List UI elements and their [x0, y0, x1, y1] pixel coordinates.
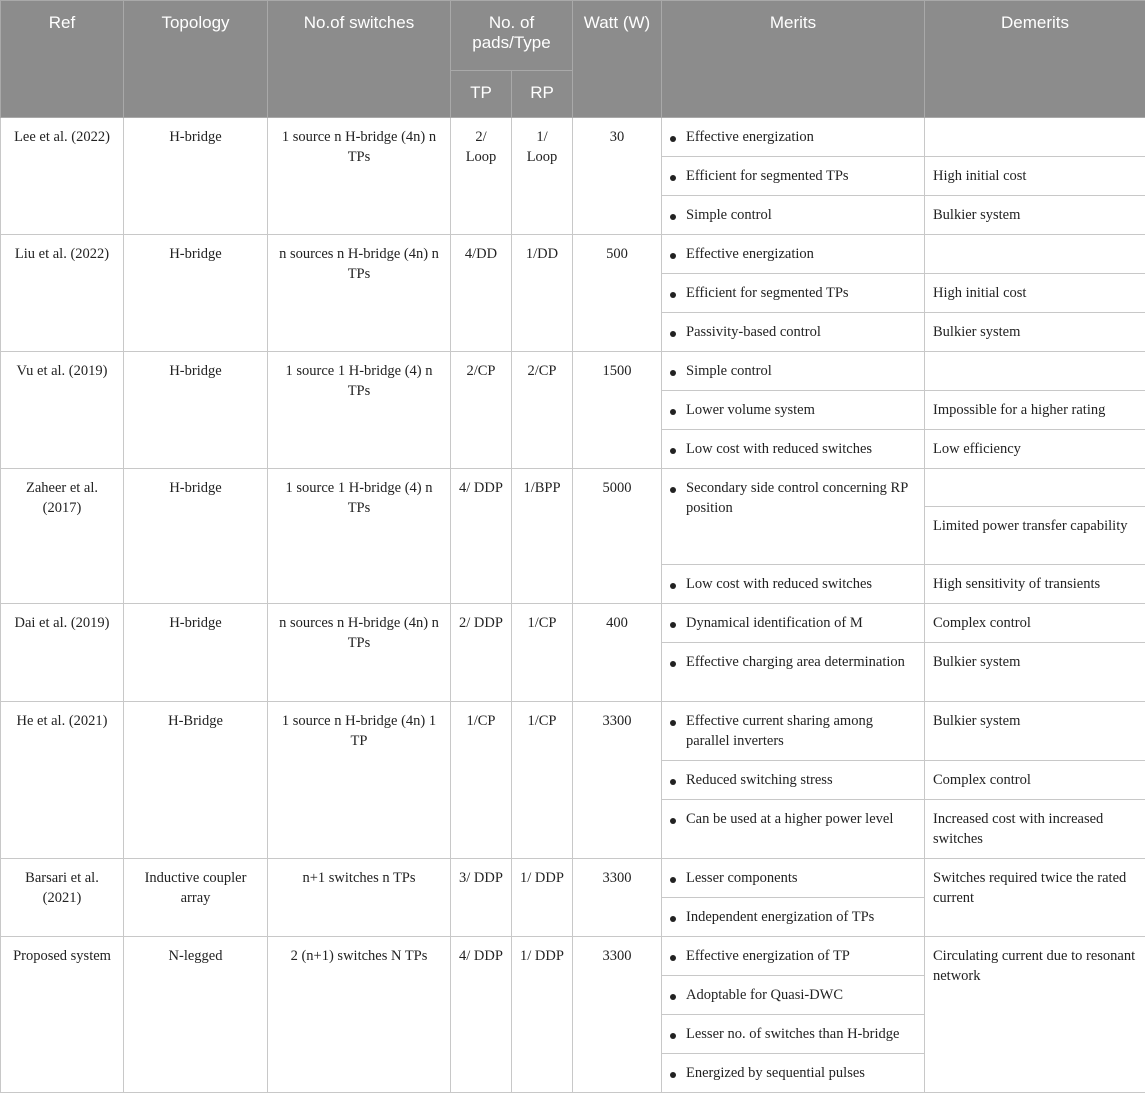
bullet-icon	[670, 214, 676, 220]
table-row	[1, 118, 1145, 157]
cell-merit	[662, 157, 925, 196]
merit-text: Lesser components	[686, 868, 798, 888]
cell-demerit: Bulkier system	[925, 702, 1145, 761]
header-pads: No. of pads/Type	[451, 1, 573, 71]
header-watt: Watt (W)	[573, 1, 662, 118]
cell-ref: He et al. (2021)	[1, 702, 124, 859]
cell-tp: 3/ DDP	[451, 859, 512, 937]
bullet-icon	[670, 661, 676, 667]
header-tp: TP	[451, 71, 512, 118]
cell-ref: Dai et al. (2019)	[1, 604, 124, 702]
merit-item	[670, 439, 916, 459]
cell-ref: Vu et al. (2019)	[1, 352, 124, 469]
cell-merit	[662, 1054, 925, 1093]
cell-topology: H-bridge	[124, 118, 268, 235]
cell-switches: 1 source n H-bridge (4n) 1 TP	[268, 702, 451, 859]
cell-rp: 1/ DDP	[512, 859, 573, 937]
cell-watt: 3300	[573, 937, 662, 1093]
merit-text: Dynamical identification of M	[686, 613, 863, 633]
bullet-icon	[670, 292, 676, 298]
merit-item	[670, 322, 916, 342]
cell-tp: 1/CP	[451, 702, 512, 859]
cell-rp: 1/CP	[512, 702, 573, 859]
merit-item	[670, 478, 916, 518]
table-row	[1, 859, 1145, 898]
cell-merit	[662, 800, 925, 859]
cell-watt: 5000	[573, 469, 662, 604]
merit-item	[670, 244, 916, 264]
table-header	[1, 1, 1145, 118]
cell-demerit: Circulating current due to resonant network	[925, 937, 1145, 1093]
cell-topology: H-bridge	[124, 352, 268, 469]
merit-text: Lower volume system	[686, 400, 815, 420]
cell-merit	[662, 859, 925, 898]
merit-item	[670, 946, 916, 966]
merit-text: Lesser no. of switches than H-bridge	[686, 1024, 899, 1044]
cell-merit	[662, 352, 925, 391]
cell-merit	[662, 235, 925, 274]
bullet-icon	[670, 622, 676, 628]
cell-tp: 4/ DDP	[451, 937, 512, 1093]
bullet-icon	[670, 136, 676, 142]
cell-watt: 500	[573, 235, 662, 352]
cell-rp: 1/ DDP	[512, 937, 573, 1093]
bullet-icon	[670, 955, 676, 961]
cell-demerit: Complex control	[925, 761, 1145, 800]
cell-merit	[662, 313, 925, 352]
cell-merit	[662, 565, 925, 604]
merit-text: Effective energization of TP	[686, 946, 850, 966]
cell-rp: 2/CP	[512, 352, 573, 469]
merit-item	[670, 1024, 916, 1044]
merit-item	[670, 809, 916, 829]
bullet-icon	[670, 818, 676, 824]
merit-item	[670, 711, 916, 751]
merit-text: Independent energization of TPs	[686, 907, 874, 927]
cell-switches: n sources n H-bridge (4n) n TPs	[268, 604, 451, 702]
cell-merit	[662, 898, 925, 937]
merit-item	[670, 652, 916, 672]
merit-text: Efficient for segmented TPs	[686, 283, 849, 303]
cell-demerit: Switches required twice the rated current	[925, 859, 1145, 937]
merit-text: Adoptable for Quasi-DWC	[686, 985, 843, 1005]
cell-tp: 4/ DDP	[451, 469, 512, 604]
bullet-icon	[670, 487, 676, 493]
cell-merit	[662, 761, 925, 800]
merit-item	[670, 1063, 916, 1083]
table-body	[1, 118, 1145, 1093]
cell-switches: 1 source n H-bridge (4n) n TPs	[268, 118, 451, 235]
merit-item	[670, 361, 916, 381]
merit-text: Reduced switching stress	[686, 770, 833, 790]
cell-watt: 30	[573, 118, 662, 235]
bullet-icon	[670, 583, 676, 589]
merit-text: Effective charging area determination	[686, 652, 905, 672]
cell-merit	[662, 976, 925, 1015]
bullet-icon	[670, 175, 676, 181]
cell-watt: 1500	[573, 352, 662, 469]
cell-ref: Liu et al. (2022)	[1, 235, 124, 352]
cell-switches: n+1 switches n TPs	[268, 859, 451, 937]
cell-demerit: High initial cost	[925, 274, 1145, 313]
cell-demerit	[925, 235, 1145, 274]
cell-demerit: High sensitivity of transients	[925, 565, 1145, 604]
table-row	[1, 469, 1145, 507]
cell-demerit: High initial cost	[925, 157, 1145, 196]
cell-demerit: Bulkier system	[925, 313, 1145, 352]
merit-text: Secondary side control concerning RP position	[686, 478, 916, 518]
bullet-icon	[670, 409, 676, 415]
table-row	[1, 235, 1145, 274]
cell-rp: 1/BPP	[512, 469, 573, 604]
header-demerits: Demerits	[925, 1, 1145, 118]
header-ref: Ref	[1, 1, 124, 118]
merit-text: Low cost with reduced switches	[686, 439, 872, 459]
cell-rp: 1/CP	[512, 604, 573, 702]
cell-topology: N-legged	[124, 937, 268, 1093]
bullet-icon	[670, 448, 676, 454]
merit-text: Simple control	[686, 361, 772, 381]
cell-demerit: Bulkier system	[925, 196, 1145, 235]
cell-merit	[662, 274, 925, 313]
bullet-icon	[670, 877, 676, 883]
cell-tp: 2/ DDP	[451, 604, 512, 702]
cell-tp: 2/ Loop	[451, 118, 512, 235]
bullet-icon	[670, 916, 676, 922]
bullet-icon	[670, 331, 676, 337]
cell-demerit: Increased cost with increased switches	[925, 800, 1145, 859]
cell-demerit: Complex control	[925, 604, 1145, 643]
cell-demerit: Low efficiency	[925, 430, 1145, 469]
cell-topology: H-bridge	[124, 469, 268, 604]
cell-topology: H-Bridge	[124, 702, 268, 859]
header-rp: RP	[512, 71, 573, 118]
bullet-icon	[670, 994, 676, 1000]
cell-switches: n sources n H-bridge (4n) n TPs	[268, 235, 451, 352]
merit-item	[670, 400, 916, 420]
merit-text: Efficient for segmented TPs	[686, 166, 849, 186]
merit-item	[670, 127, 916, 147]
bullet-icon	[670, 1072, 676, 1078]
header-merits: Merits	[662, 1, 925, 118]
cell-watt: 3300	[573, 702, 662, 859]
cell-rp: 1/DD	[512, 235, 573, 352]
table-row	[1, 352, 1145, 391]
cell-merit	[662, 469, 925, 565]
cell-merit	[662, 118, 925, 157]
merit-item	[670, 907, 916, 927]
cell-merit	[662, 604, 925, 643]
merit-item	[670, 770, 916, 790]
header-topology: Topology	[124, 1, 268, 118]
cell-demerit: Impossible for a higher rating	[925, 391, 1145, 430]
merit-text: Passivity-based control	[686, 322, 821, 342]
merit-text: Effective energization	[686, 244, 814, 264]
cell-merit	[662, 1015, 925, 1054]
cell-watt: 400	[573, 604, 662, 702]
merit-text: Simple control	[686, 205, 772, 225]
cell-merit	[662, 196, 925, 235]
cell-watt: 3300	[573, 859, 662, 937]
cell-switches: 1 source 1 H-bridge (4) n TPs	[268, 469, 451, 604]
cell-merit	[662, 702, 925, 761]
cell-demerit	[925, 352, 1145, 391]
cell-ref: Lee et al. (2022)	[1, 118, 124, 235]
cell-switches: 1 source 1 H-bridge (4) n TPs	[268, 352, 451, 469]
cell-topology: H-bridge	[124, 235, 268, 352]
merit-item	[670, 166, 916, 186]
bullet-icon	[670, 1033, 676, 1039]
merit-item	[670, 205, 916, 225]
cell-demerit	[925, 118, 1145, 157]
merit-text: Effective current sharing among parallel inverters	[686, 711, 916, 751]
cell-demerit: Bulkier system	[925, 643, 1145, 702]
merit-text: Effective energization	[686, 127, 814, 147]
header-switches: No.of switches	[268, 1, 451, 118]
cell-switches: 2 (n+1) switches N TPs	[268, 937, 451, 1093]
cell-demerit	[925, 469, 1145, 507]
merit-item	[670, 574, 916, 594]
bullet-icon	[670, 779, 676, 785]
table-row	[1, 604, 1145, 643]
table-row	[1, 702, 1145, 761]
cell-rp: 1/ Loop	[512, 118, 573, 235]
bullet-icon	[670, 720, 676, 726]
merit-text: Energized by sequential pulses	[686, 1063, 865, 1083]
bullet-icon	[670, 370, 676, 376]
cell-merit	[662, 430, 925, 469]
cell-tp: 4/DD	[451, 235, 512, 352]
cell-merit	[662, 391, 925, 430]
bullet-icon	[670, 253, 676, 259]
cell-merit	[662, 643, 925, 702]
cell-tp: 2/CP	[451, 352, 512, 469]
merit-item	[670, 283, 916, 303]
merit-item	[670, 613, 916, 633]
cell-demerit: Limited power transfer capability	[925, 507, 1145, 565]
merit-text: Can be used at a higher power level	[686, 809, 893, 829]
cell-ref: Proposed system	[1, 937, 124, 1093]
table-row	[1, 937, 1145, 976]
merit-item	[670, 868, 916, 888]
cell-topology: Inductive coupler array	[124, 859, 268, 937]
cell-ref: Zaheer et al. (2017)	[1, 469, 124, 604]
cell-ref: Barsari et al. (2021)	[1, 859, 124, 937]
merit-text: Low cost with reduced switches	[686, 574, 872, 594]
cell-topology: H-bridge	[124, 604, 268, 702]
merit-item	[670, 985, 916, 1005]
cell-merit	[662, 937, 925, 976]
